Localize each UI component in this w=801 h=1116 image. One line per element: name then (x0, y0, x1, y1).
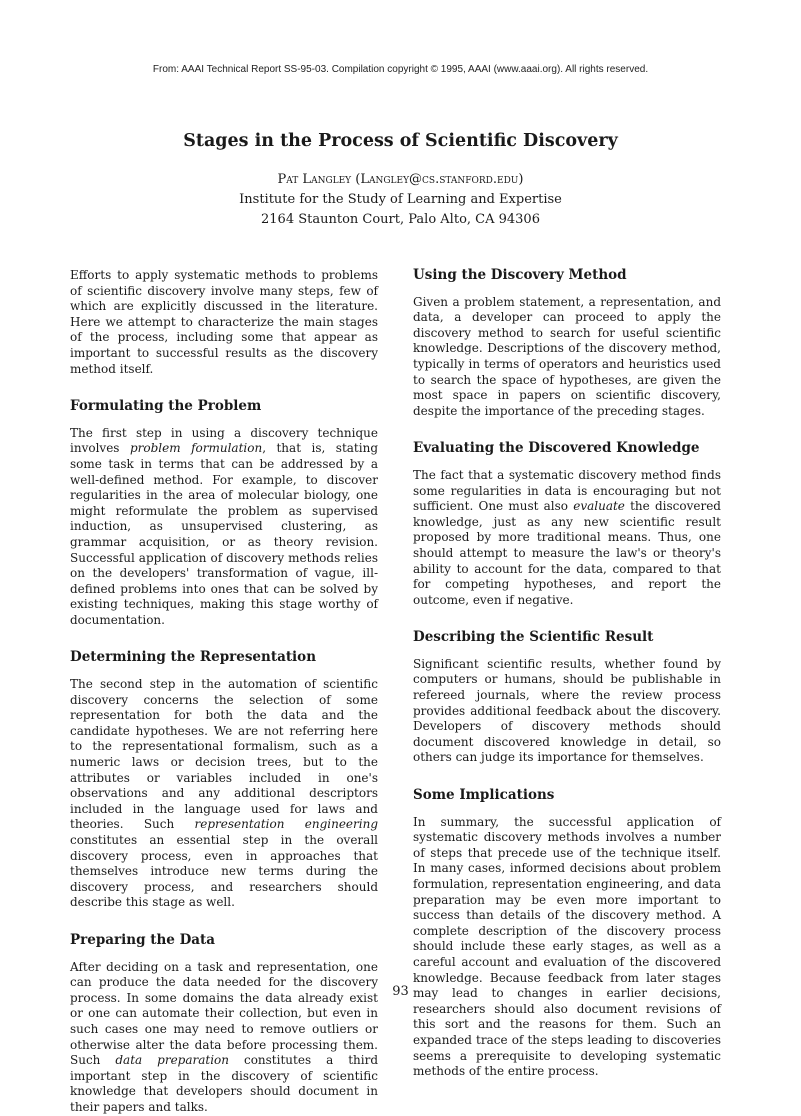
section-body-preparing (70, 960, 378, 1116)
section-heading-formulating: Formulating the Problem (70, 398, 262, 415)
section-heading-preparing: Preparing the Data (70, 931, 216, 948)
section-heading-implications: Some Implications (413, 787, 555, 804)
section-body-formulating (70, 426, 378, 629)
author-address: 2164 Staunton Court, Palo Alto, CA 94306 (261, 212, 540, 227)
paper-title: Stages in the Process of Scientific Discovery (183, 131, 618, 151)
copyright-notice: From: AAAI Technical Report SS-95-03. Compilation copyright © 1995, AAAI (www.aaai.org). All rights reserved. (152, 64, 649, 75)
section-body-using: Given a problem statement, a representation, and data, a developer can proceed to apply the discovery method to search for useful scientific knowledge. Descriptions of the discovery method, typically in terms of operators and heuristics used to search the space of hypotheses, are given the most space in papers on scientific discovery, despite the importance of the preceding stages. (413, 294, 721, 418)
author-affiliation: Institute for the Study of Learning and Expertise (239, 192, 562, 207)
text-run: The fact that a systematic discovery method finds some regularities in data is encouraging but not sufficient. One must also (413, 467, 721, 514)
section-body-describing: Significant scientific results, whether found by computers or humans, should be publishable in refereed journals, where the review process provides additional feedback about the discovery. Developers of discovery methods should document discovered knowledge in detail, so others can judge its importance for themselves. (413, 656, 721, 765)
right-column (413, 268, 721, 1080)
text-run: constitutes an essential step in the overall discovery process, even in approaches that themselves introduce new terms during the discovery process, and researchers should describe this stage as well. (70, 833, 378, 910)
text-run: constitutes a third important step in the discovery of scientific knowledge that developers should document in their papers and talks. (70, 1053, 378, 1114)
section-heading-representation: Determining the Representation (70, 649, 317, 666)
text-run: the discovered knowledge, just as any new scientific result proposed by more traditional means. Thus, one should attempt to measure the law's or theory's ability to account for the data, compared to that for competing hypotheses, and report the outcome, even if negative. (413, 499, 721, 607)
text-run: , that is, stating some task in terms that can be addressed by a well-defined method. For example, to discover regularities in the area of molecular biology, one might reformulate the problem as supervised induction, as unsupervised clustering, as grammar acquisition, or as theory revision. Successful application of discovery methods relies on the developers' transformation of vague, ill-defined problems into ones that can be solved by existing techniques, making this stage worthy of documentation. (70, 441, 378, 627)
author-block (0, 170, 801, 230)
author-line (0, 170, 801, 190)
intro-paragraph: Efforts to apply systematic methods to problems of scientific discovery involve many steps, few of which are explicitly discussed in the literature. Here we attempt to characterize the main stages of the process, including some that appear as important to successful results as the discovery method itself. (70, 268, 378, 376)
section-body-implications: In summary, the successful application of systematic discovery methods involves a number of steps that precede use of the technique itself. In many cases, informed decisions about problem formulation, representation engineering, and data preparation may be even more important to success than details of the discovery method. A complete description of the discovery process should include these early stages, as well as a careful account and evaluation of the discovered knowledge. Because feedback from later stages may lead to changes in earlier decisions, researchers should also document revisions of this sort and the reasons for them. Such an expanded trace of the steps leading to discoveries seems a prerequisite to developing systematic methods of the entire process. (413, 814, 721, 1079)
author-email: (Langley@cs.stanford.edu) (355, 172, 524, 187)
section-body-representation (70, 677, 378, 911)
emphasis-term: representation engineering (194, 817, 379, 832)
text-run: The first step in using a discovery technique involves (70, 425, 378, 456)
emphasis-term: problem formulation (129, 441, 263, 456)
text-run: The second step in the automation of scientific discovery concerns the selection of some representation for both the data and the candidate hypotheses. We are not referring here to the representational formalism, such as a numeric laws or decision trees, but to the attributes or variables included in one's observations and any additional descriptors included in the language used for laws and theories. Such (70, 677, 378, 832)
section-heading-using: Using the Discovery Method (413, 267, 627, 283)
emphasis-term: evaluate (573, 499, 625, 514)
text-run: After deciding on a task and representation, one can produce the data needed for the discovery process. In some domains the data already exist or one can automate their collection, but even in such cases one may need to remove outliers or otherwise alter the data before processing them. Such (70, 959, 378, 1068)
emphasis-term: data preparation (115, 1053, 230, 1068)
author-name: Pat Langley (277, 172, 352, 187)
section-body-evaluating (413, 468, 721, 608)
page-number: 93 (392, 984, 409, 999)
section-heading-describing: Describing the Scientific Result (413, 629, 654, 646)
section-heading-evaluating: Evaluating the Discovered Knowledge (413, 440, 700, 457)
